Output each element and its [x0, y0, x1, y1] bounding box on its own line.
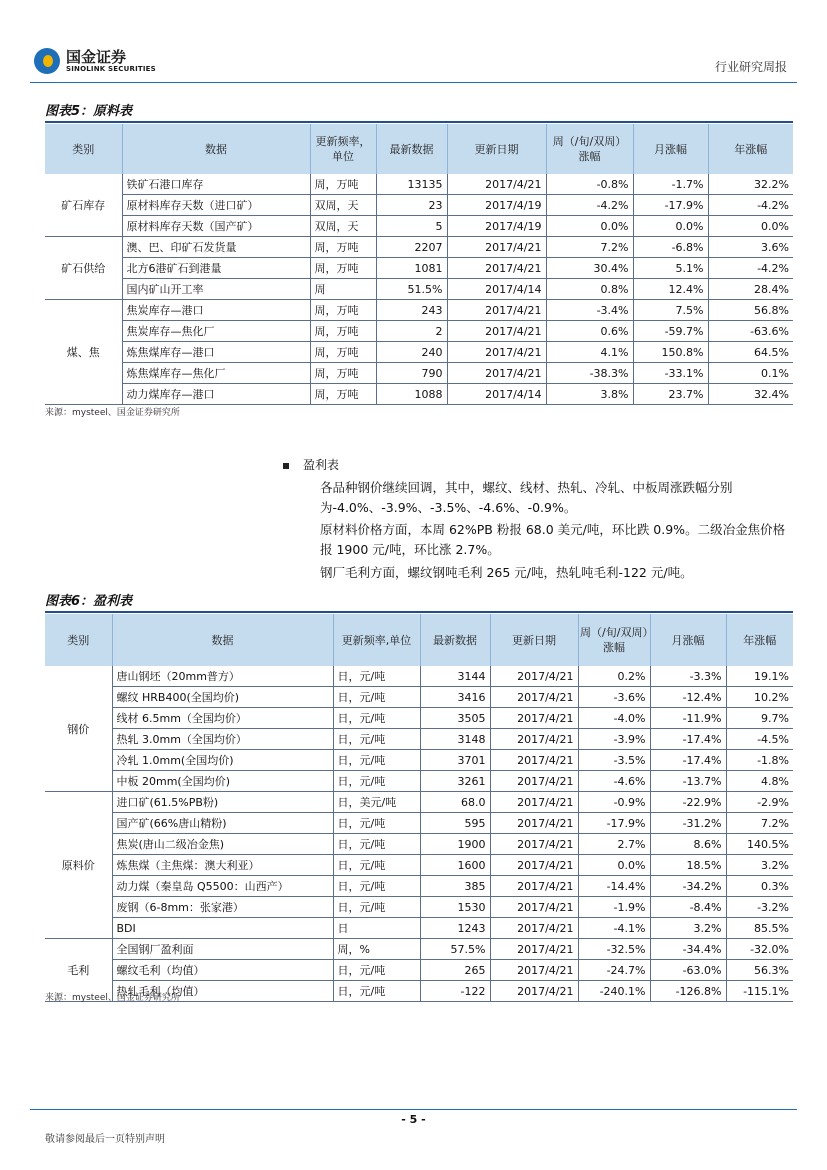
frequency-cell: 日，元/吨 [333, 834, 420, 855]
latest-value-cell: 1600 [420, 855, 490, 876]
column-header: 更新日期 [490, 614, 578, 666]
latest-value-cell: 3144 [420, 666, 490, 687]
latest-value-cell: 265 [420, 960, 490, 981]
profit-paragraph-2: 原材料价格方面，本周 62%PB 粉报 68.0 美元/吨，环比跌 0.9%。二级冶金焦价格报 1900 元/吨，环比涨 2.7%。 [320, 522, 786, 557]
frequency-cell: 日，元/吨 [333, 750, 420, 771]
monthly-change-cell: -1.7% [633, 174, 708, 195]
monthly-change-cell: -17.4% [650, 729, 726, 750]
monthly-change-cell: -3.3% [650, 666, 726, 687]
latest-value-cell: 2 [376, 321, 447, 342]
weekly-change-cell: -0.9% [578, 792, 650, 813]
column-header: 类别 [45, 124, 122, 174]
table-row [45, 750, 793, 771]
column-header: 月涨幅 [633, 124, 708, 174]
column-header: 更新频率,单位 [333, 614, 420, 666]
table-row [45, 342, 793, 363]
logo-icon [34, 48, 60, 74]
latest-value-cell: 3148 [420, 729, 490, 750]
latest-value-cell: 51.5% [376, 279, 447, 300]
frequency-cell: 日，元/吨 [333, 813, 420, 834]
date-cell: 2017/4/21 [447, 237, 546, 258]
monthly-change-cell: -34.2% [650, 876, 726, 897]
date-cell: 2017/4/21 [447, 321, 546, 342]
weekly-change-cell: -3.4% [546, 300, 633, 321]
latest-value-cell: 3701 [420, 750, 490, 771]
table-row [45, 195, 793, 216]
weekly-change-cell: 0.0% [578, 855, 650, 876]
item-cell: 螺纹 HRB400(全国均价) [112, 687, 333, 708]
date-cell: 2017/4/21 [490, 897, 578, 918]
yearly-change-cell: -4.2% [708, 258, 793, 279]
date-cell: 2017/4/21 [490, 813, 578, 834]
table-row [45, 855, 793, 876]
table5-source: 来源：mysteel、国金证券研究所 [45, 408, 180, 418]
table5-title: 图表5：原料表 [45, 100, 793, 123]
monthly-change-cell: -6.8% [633, 237, 708, 258]
frequency-cell: 周，万吨 [310, 174, 376, 195]
table-row [45, 384, 793, 405]
frequency-cell: 日，元/吨 [333, 708, 420, 729]
weekly-change-cell: -3.6% [578, 687, 650, 708]
table-row [45, 939, 793, 960]
date-cell: 2017/4/21 [447, 258, 546, 279]
yearly-change-cell: 10.2% [726, 687, 793, 708]
item-cell: 焦炭(唐山二级冶金焦) [112, 834, 333, 855]
table-row [45, 216, 793, 237]
monthly-change-cell: 0.0% [633, 216, 708, 237]
monthly-change-cell: 3.2% [650, 918, 726, 939]
weekly-change-cell: -38.3% [546, 363, 633, 384]
date-cell: 2017/4/19 [447, 195, 546, 216]
item-cell: 热轧 3.0mm（全国均价） [112, 729, 333, 750]
latest-value-cell: 1243 [420, 918, 490, 939]
frequency-cell: 双周，天 [310, 216, 376, 237]
category-cell: 原料价 [45, 792, 112, 939]
item-cell: 螺纹毛利（均值） [112, 960, 333, 981]
frequency-cell: 日，元/吨 [333, 960, 420, 981]
monthly-change-cell: 12.4% [633, 279, 708, 300]
item-cell: 中板 20mm(全国均价) [112, 771, 333, 792]
profit-paragraph-1: 各品种钢价继续回调，其中，螺纹、线材、热轧、冷轧、中板周涨跌幅分别为-4.0%、-3.9%、-3.5%、-4.6%、-0.9%。 [320, 480, 733, 515]
date-cell: 2017/4/21 [490, 834, 578, 855]
monthly-change-cell: -17.9% [633, 195, 708, 216]
column-header: 最新数据 [420, 614, 490, 666]
weekly-change-cell: 0.8% [546, 279, 633, 300]
yearly-change-cell: 4.8% [726, 771, 793, 792]
table-row [45, 918, 793, 939]
weekly-change-cell: 0.2% [578, 666, 650, 687]
yearly-change-cell: 32.4% [708, 384, 793, 405]
item-cell: 炼焦煤库存—港口 [122, 342, 310, 363]
weekly-change-cell: 7.2% [546, 237, 633, 258]
item-cell: 焦炭库存—港口 [122, 300, 310, 321]
monthly-change-cell: -17.4% [650, 750, 726, 771]
monthly-change-cell: -8.4% [650, 897, 726, 918]
item-cell: 北方6港矿石到港量 [122, 258, 310, 279]
yearly-change-cell: 0.1% [708, 363, 793, 384]
monthly-change-cell: -126.8% [650, 981, 726, 1002]
monthly-change-cell: -34.4% [650, 939, 726, 960]
yearly-change-cell: 3.6% [708, 237, 793, 258]
date-cell: 2017/4/21 [447, 342, 546, 363]
frequency-cell: 日，元/吨 [333, 897, 420, 918]
table-row [45, 687, 793, 708]
frequency-cell: 周，万吨 [310, 321, 376, 342]
frequency-cell: 日，美元/吨 [333, 792, 420, 813]
weekly-change-cell: -32.5% [578, 939, 650, 960]
weekly-change-cell: 0.6% [546, 321, 633, 342]
category-cell: 矿石供给 [45, 237, 122, 300]
table-row [45, 834, 793, 855]
latest-value-cell: 68.0 [420, 792, 490, 813]
latest-value-cell: 57.5% [420, 939, 490, 960]
profit-section-heading [283, 456, 339, 473]
frequency-cell: 周，万吨 [310, 384, 376, 405]
yearly-change-cell: 0.0% [708, 216, 793, 237]
yearly-change-cell: 56.3% [726, 960, 793, 981]
item-cell: 澳、巴、印矿石发货量 [122, 237, 310, 258]
latest-value-cell: 240 [376, 342, 447, 363]
weekly-change-cell: -0.8% [546, 174, 633, 195]
date-cell: 2017/4/21 [490, 939, 578, 960]
weekly-change-cell: -4.2% [546, 195, 633, 216]
yearly-change-cell: -115.1% [726, 981, 793, 1002]
monthly-change-cell: 7.5% [633, 300, 708, 321]
column-header: 周（/旬/双周）涨幅 [578, 614, 650, 666]
header-divider [30, 82, 797, 83]
table-row [45, 897, 793, 918]
latest-value-cell: 3505 [420, 708, 490, 729]
yearly-change-cell: -63.6% [708, 321, 793, 342]
column-header: 月涨幅 [650, 614, 726, 666]
latest-value-cell: 385 [420, 876, 490, 897]
table-row [45, 363, 793, 384]
frequency-cell: 日，元/吨 [333, 729, 420, 750]
item-cell: BDI [112, 918, 333, 939]
yearly-change-cell: 28.4% [708, 279, 793, 300]
frequency-cell: 日，元/吨 [333, 771, 420, 792]
latest-value-cell: 243 [376, 300, 447, 321]
monthly-change-cell: -63.0% [650, 960, 726, 981]
table5-raw-materials [45, 124, 793, 405]
latest-value-cell: 23 [376, 195, 447, 216]
weekly-change-cell: -4.1% [578, 918, 650, 939]
latest-value-cell: 1081 [376, 258, 447, 279]
yearly-change-cell: -32.0% [726, 939, 793, 960]
monthly-change-cell: -22.9% [650, 792, 726, 813]
column-header: 周（/旬/双周）涨幅 [546, 124, 633, 174]
column-header: 数据 [122, 124, 310, 174]
table-row [45, 708, 793, 729]
table-row [45, 666, 793, 687]
weekly-change-cell: -4.0% [578, 708, 650, 729]
frequency-cell: 周，万吨 [310, 363, 376, 384]
yearly-change-cell: 7.2% [726, 813, 793, 834]
table-row [45, 813, 793, 834]
date-cell: 2017/4/21 [490, 708, 578, 729]
profit-paragraph-3: 钢厂毛利方面，螺纹钢吨毛利 265 元/吨，热轧吨毛利-122 元/吨。 [320, 565, 693, 580]
item-cell: 动力煤库存—港口 [122, 384, 310, 405]
column-header: 最新数据 [376, 124, 447, 174]
footer-disclaimer: 敬请参阅最后一页特别声明 [45, 1134, 165, 1145]
date-cell: 2017/4/21 [490, 729, 578, 750]
weekly-change-cell: -14.4% [578, 876, 650, 897]
weekly-change-cell: -3.5% [578, 750, 650, 771]
monthly-change-cell: -59.7% [633, 321, 708, 342]
weekly-change-cell: 4.1% [546, 342, 633, 363]
frequency-cell: 日，元/吨 [333, 687, 420, 708]
footer-divider [30, 1109, 797, 1110]
frequency-cell: 日，元/吨 [333, 981, 420, 1002]
yearly-change-cell: 19.1% [726, 666, 793, 687]
date-cell: 2017/4/21 [490, 981, 578, 1002]
weekly-change-cell: 0.0% [546, 216, 633, 237]
latest-value-cell: 595 [420, 813, 490, 834]
column-header: 数据 [112, 614, 333, 666]
table-row [45, 237, 793, 258]
company-logo [34, 48, 156, 74]
frequency-cell: 日，元/吨 [333, 855, 420, 876]
item-cell: 国内矿山开工率 [122, 279, 310, 300]
frequency-cell: 周，万吨 [310, 237, 376, 258]
frequency-cell: 周 [310, 279, 376, 300]
column-header: 年涨幅 [726, 614, 793, 666]
latest-value-cell: -122 [420, 981, 490, 1002]
report-type: 行业研究周报 [714, 60, 787, 74]
latest-value-cell: 1900 [420, 834, 490, 855]
item-cell: 炼焦煤库存—焦化厂 [122, 363, 310, 384]
item-cell: 炼焦煤（主焦煤：澳大利亚） [112, 855, 333, 876]
item-cell: 废钢（6-8mm：张家港） [112, 897, 333, 918]
category-cell: 毛利 [45, 939, 112, 1002]
page-header [30, 40, 797, 80]
profit-heading-text: 盈利表 [303, 458, 340, 472]
monthly-change-cell: -12.4% [650, 687, 726, 708]
frequency-cell: 周，万吨 [310, 258, 376, 279]
latest-value-cell: 3416 [420, 687, 490, 708]
weekly-change-cell: 2.7% [578, 834, 650, 855]
item-cell: 线材 6.5mm（全国均价） [112, 708, 333, 729]
yearly-change-cell: -4.2% [708, 195, 793, 216]
table6-source: 来源：mysteel、国金证券研究所 [45, 993, 180, 1003]
date-cell: 2017/4/19 [447, 216, 546, 237]
date-cell: 2017/4/21 [447, 174, 546, 195]
date-cell: 2017/4/21 [490, 855, 578, 876]
date-cell: 2017/4/21 [490, 771, 578, 792]
item-cell: 冷轧 1.0mm(全国均价) [112, 750, 333, 771]
item-cell: 动力煤（秦皇岛 Q5500：山西产） [112, 876, 333, 897]
table6-title: 图表6：盈利表 [45, 590, 793, 613]
monthly-change-cell: 150.8% [633, 342, 708, 363]
frequency-cell: 日，元/吨 [333, 876, 420, 897]
weekly-change-cell: -24.7% [578, 960, 650, 981]
item-cell: 全国钢厂盈利面 [112, 939, 333, 960]
weekly-change-cell: 3.8% [546, 384, 633, 405]
latest-value-cell: 790 [376, 363, 447, 384]
weekly-change-cell: -17.9% [578, 813, 650, 834]
latest-value-cell: 5 [376, 216, 447, 237]
yearly-change-cell: 85.5% [726, 918, 793, 939]
table-row [45, 300, 793, 321]
yearly-change-cell: 32.2% [708, 174, 793, 195]
table-row [45, 174, 793, 195]
date-cell: 2017/4/14 [447, 279, 546, 300]
monthly-change-cell: 8.6% [650, 834, 726, 855]
frequency-cell: 周，万吨 [310, 300, 376, 321]
category-cell: 煤、焦 [45, 300, 122, 405]
weekly-change-cell: 30.4% [546, 258, 633, 279]
column-header: 更新频率，单位 [310, 124, 376, 174]
frequency-cell: 日 [333, 918, 420, 939]
weekly-change-cell: -4.6% [578, 771, 650, 792]
monthly-change-cell: -11.9% [650, 708, 726, 729]
column-header: 年涨幅 [708, 124, 793, 174]
date-cell: 2017/4/21 [447, 300, 546, 321]
table-row [45, 960, 793, 981]
weekly-change-cell: -3.9% [578, 729, 650, 750]
logo-cn: 国金证券 [66, 48, 127, 66]
date-cell: 2017/4/21 [490, 960, 578, 981]
yearly-change-cell: -1.8% [726, 750, 793, 771]
monthly-change-cell: -31.2% [650, 813, 726, 834]
frequency-cell: 日，元/吨 [333, 666, 420, 687]
frequency-cell: 周，% [333, 939, 420, 960]
yearly-change-cell: -3.2% [726, 897, 793, 918]
bullet-icon [283, 463, 289, 469]
date-cell: 2017/4/21 [490, 750, 578, 771]
table-row [45, 729, 793, 750]
table-row [45, 321, 793, 342]
yearly-change-cell: 9.7% [726, 708, 793, 729]
date-cell: 2017/4/21 [490, 666, 578, 687]
date-cell: 2017/4/21 [490, 687, 578, 708]
item-cell: 进口矿(61.5%PB粉) [112, 792, 333, 813]
monthly-change-cell: 5.1% [633, 258, 708, 279]
latest-value-cell: 1530 [420, 897, 490, 918]
page-number: - 5 - [401, 1113, 426, 1126]
column-header: 更新日期 [447, 124, 546, 174]
date-cell: 2017/4/21 [490, 918, 578, 939]
weekly-change-cell: -1.9% [578, 897, 650, 918]
frequency-cell: 双周，天 [310, 195, 376, 216]
item-cell: 国产矿(66%唐山精粉) [112, 813, 333, 834]
category-cell: 钢价 [45, 666, 112, 792]
item-cell: 热轧毛利（均值） [112, 981, 333, 1002]
item-cell: 铁矿石港口库存 [122, 174, 310, 195]
monthly-change-cell: 23.7% [633, 384, 708, 405]
logo-en: SINOLINK SECURITIES [66, 65, 156, 73]
monthly-change-cell: 18.5% [650, 855, 726, 876]
date-cell: 2017/4/21 [490, 792, 578, 813]
yearly-change-cell: 140.5% [726, 834, 793, 855]
yearly-change-cell: 64.5% [708, 342, 793, 363]
date-cell: 2017/4/14 [447, 384, 546, 405]
frequency-cell: 周，万吨 [310, 342, 376, 363]
latest-value-cell: 3261 [420, 771, 490, 792]
monthly-change-cell: -13.7% [650, 771, 726, 792]
column-header: 类别 [45, 614, 112, 666]
item-cell: 原材料库存天数（进口矿） [122, 195, 310, 216]
date-cell: 2017/4/21 [490, 876, 578, 897]
table-row [45, 876, 793, 897]
category-cell: 矿石库存 [45, 174, 122, 237]
monthly-change-cell: -33.1% [633, 363, 708, 384]
table-row [45, 792, 793, 813]
yearly-change-cell: 56.8% [708, 300, 793, 321]
latest-value-cell: 1088 [376, 384, 447, 405]
item-cell: 焦炭库存—焦化厂 [122, 321, 310, 342]
yearly-change-cell: -4.5% [726, 729, 793, 750]
item-cell: 唐山钢坯（20mm普方） [112, 666, 333, 687]
yearly-change-cell: -2.9% [726, 792, 793, 813]
latest-value-cell: 13135 [376, 174, 447, 195]
weekly-change-cell: -240.1% [578, 981, 650, 1002]
table6-profit [45, 614, 793, 1002]
yearly-change-cell: 0.3% [726, 876, 793, 897]
table-row [45, 258, 793, 279]
item-cell: 原材料库存天数（国产矿） [122, 216, 310, 237]
latest-value-cell: 2207 [376, 237, 447, 258]
table-row [45, 771, 793, 792]
table-row [45, 279, 793, 300]
yearly-change-cell: 3.2% [726, 855, 793, 876]
date-cell: 2017/4/21 [447, 363, 546, 384]
